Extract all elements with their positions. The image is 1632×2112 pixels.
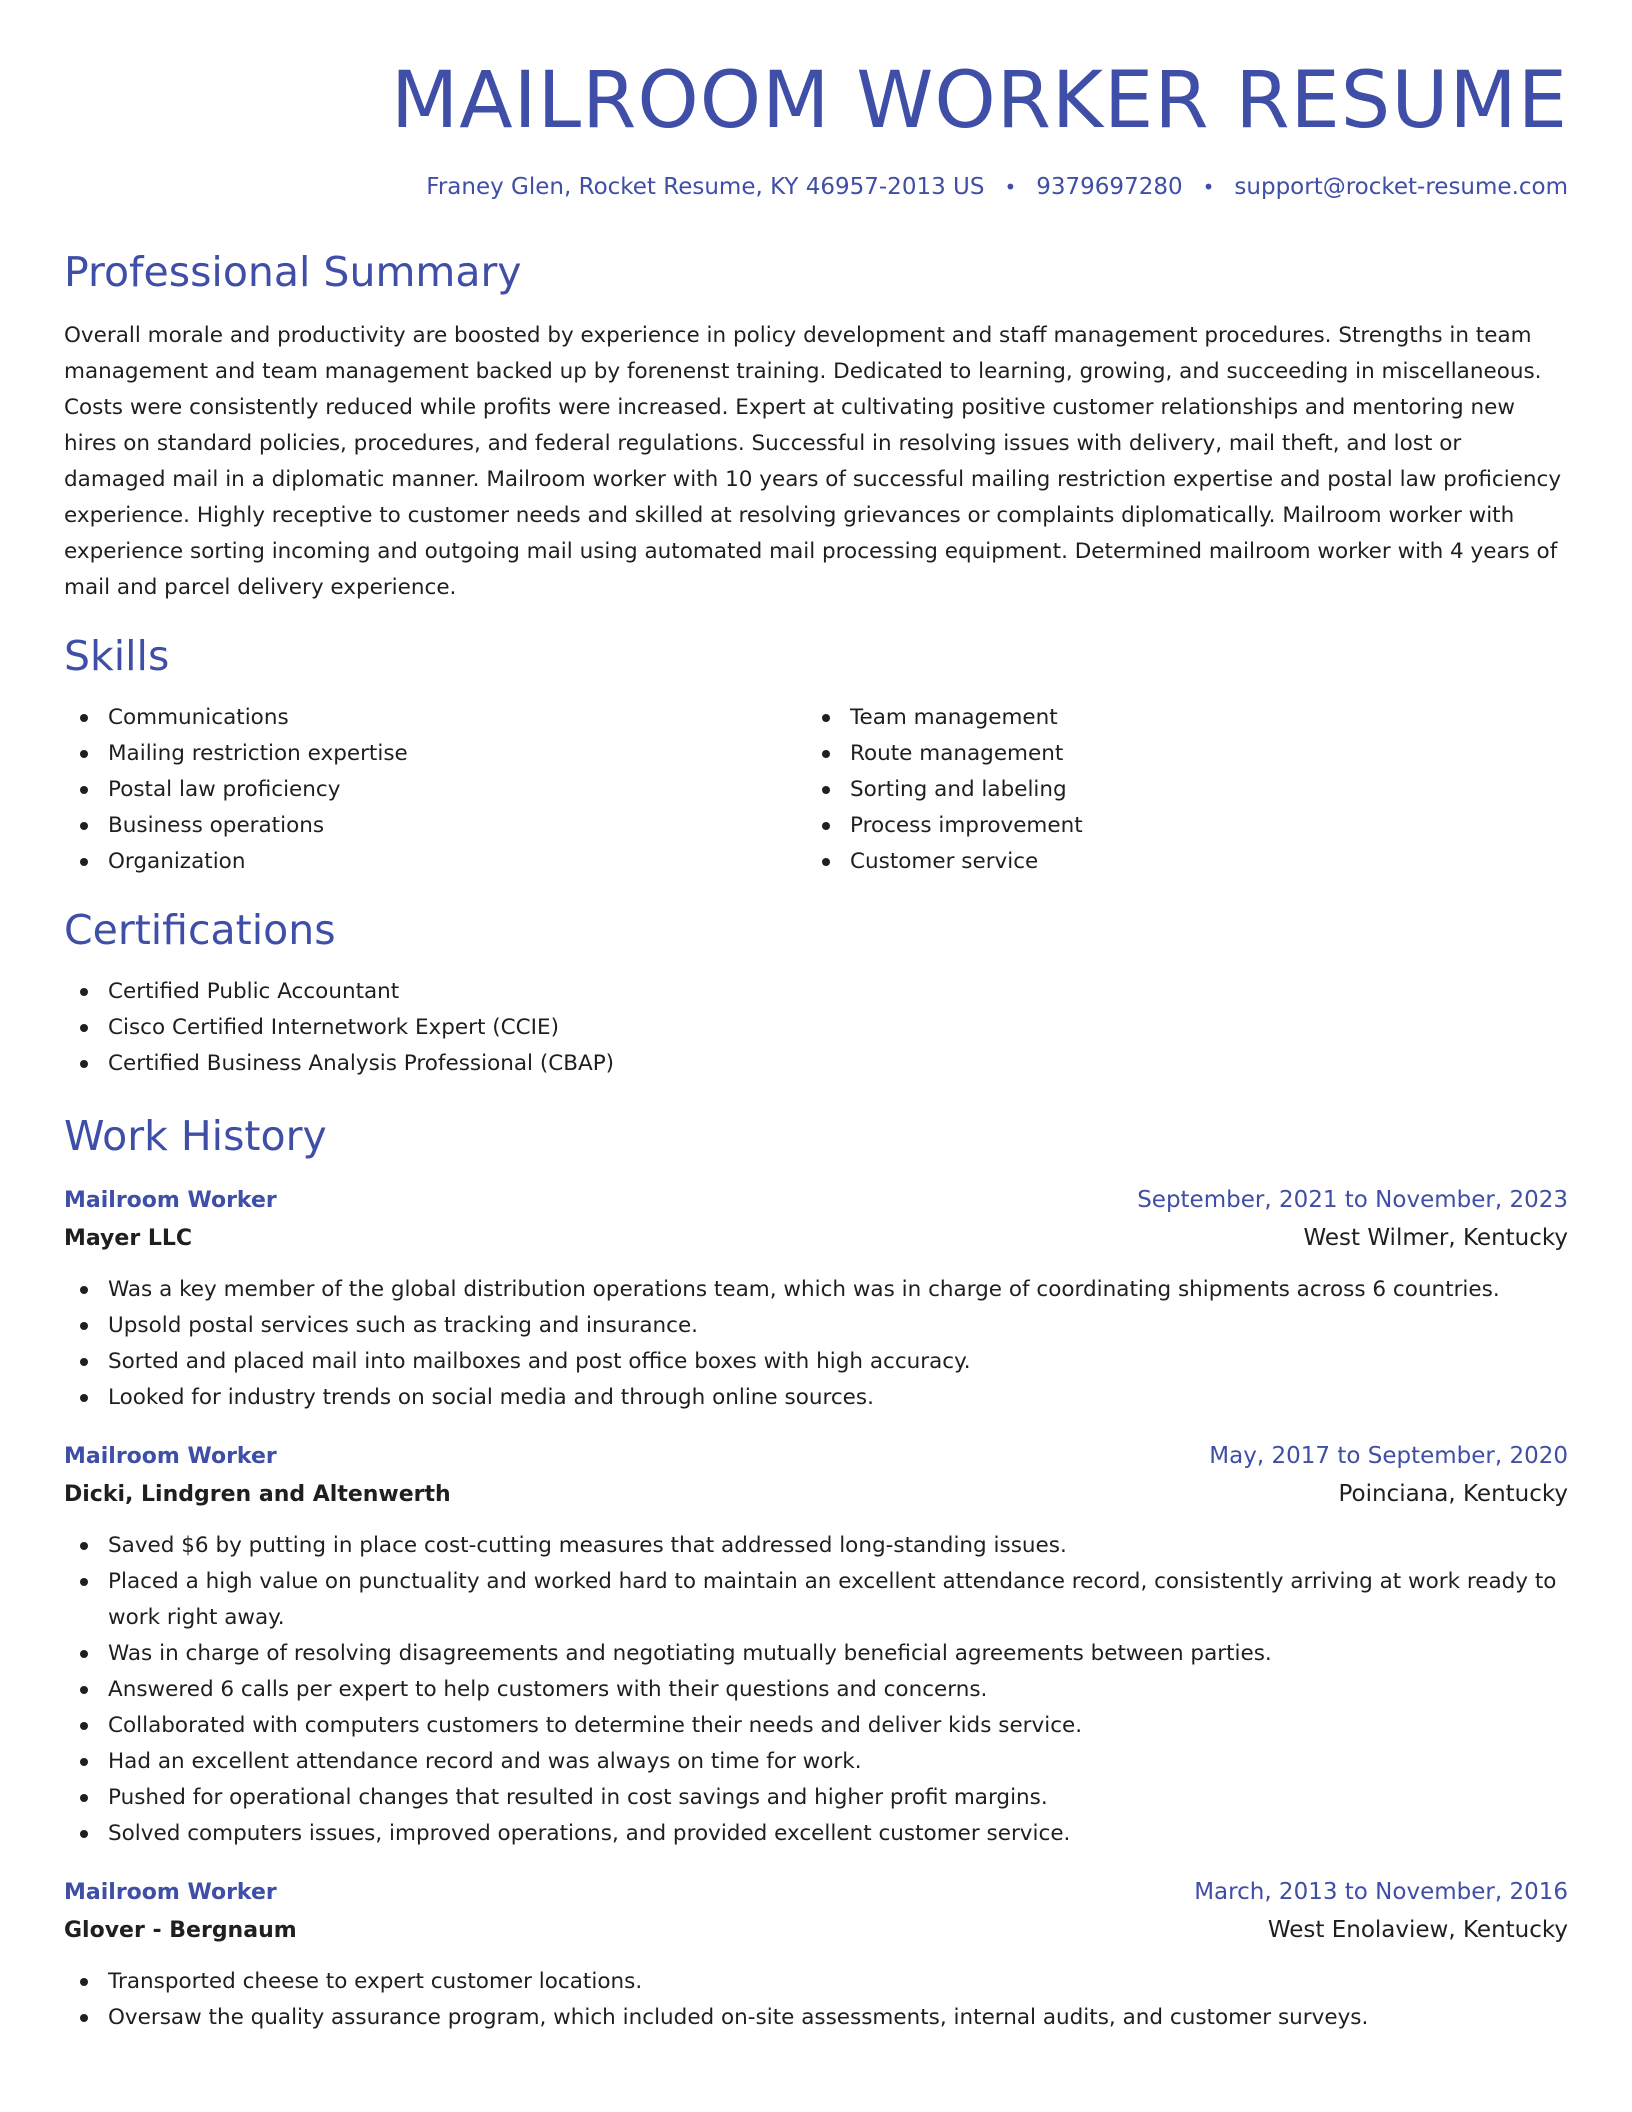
job-entry xyxy=(64,1182,1568,1416)
skills-heading: Skills xyxy=(64,632,170,680)
skills-list-right xyxy=(806,700,1548,880)
contact-line xyxy=(64,170,1568,204)
skill-item: Sorting and labeling xyxy=(806,772,1548,808)
job-location: West Wilmer, Kentucky xyxy=(1303,1225,1568,1251)
work-history-heading: Work History xyxy=(64,1112,327,1160)
job-dates: March, 2013 to November, 2016 xyxy=(1194,1879,1568,1905)
certification-item: Certified Business Analysis Professional (CBAP) xyxy=(64,1046,1568,1082)
job-title: Mailroom Worker xyxy=(64,1880,277,1905)
skill-item: Postal law proficiency xyxy=(64,772,806,808)
contact-separator: • xyxy=(1202,175,1215,199)
work-history-list xyxy=(64,1182,1568,2036)
job-entry xyxy=(64,1438,1568,1852)
summary-text: Overall morale and productivity are boosted by experience in policy development and staff management procedures. Strengths in team management and team management backed up by forenenst training. Dedicated to learning, growing, and succeeding in miscellaneous. Costs were consistently reduced while profits were increased. Expert at cultivating positive customer relationships and mentoring new hires on standard policies, procedures, and federal regulations. Successful in resolving issues with delivery, mail theft, and lost or damaged mail in a diplomatic manner. Mailroom worker with 10 years of successful mailing restriction expertise and postal law proficiency experience. Highly receptive to customer needs and skilled at resolving grievances or complaints diplomatically. Mailroom worker with experience sorting incoming and outgoing mail using automated mail processing equipment. Determined mailroom worker with 4 years of mail and parcel delivery experience. xyxy=(64,323,1562,600)
job-duty: Upsold postal services such as tracking and insurance. xyxy=(64,1308,1568,1344)
skills-columns xyxy=(64,700,1568,880)
job-location: West Enolaview, Kentucky xyxy=(1267,1917,1568,1943)
job-duty: Pushed for operational changes that resulted in cost savings and higher profit margins. xyxy=(64,1780,1568,1816)
summary-heading: Professional Summary xyxy=(64,248,522,296)
skill-item: Route management xyxy=(806,736,1548,772)
skill-item: Organization xyxy=(64,844,806,880)
contact-phone: 9379697280 xyxy=(1036,174,1183,200)
job-duties xyxy=(64,1272,1568,1416)
job-dates: May, 2017 to September, 2020 xyxy=(1209,1443,1568,1469)
contact-separator: • xyxy=(1004,175,1017,199)
skill-item: Mailing restriction expertise xyxy=(64,736,806,772)
skill-item: Customer service xyxy=(806,844,1548,880)
job-duty: Had an excellent attendance record and was always on time for work. xyxy=(64,1744,1568,1780)
job-duty: Solved computers issues, improved operations, and provided excellent customer service. xyxy=(64,1816,1568,1852)
job-duty: Was in charge of resolving disagreements and negotiating mutually beneficial agreements between parties. xyxy=(64,1636,1568,1672)
job-duty: Saved $6 by putting in place cost-cutting measures that addressed long-standing issues. xyxy=(64,1528,1568,1564)
job-duty: Oversaw the quality assurance program, which included on-site assessments, internal audits, and customer surveys. xyxy=(64,2000,1568,2036)
skills-list-left xyxy=(64,700,806,880)
job-title: Mailroom Worker xyxy=(64,1188,277,1213)
job-duty: Answered 6 calls per expert to help customers with their questions and concerns. xyxy=(64,1672,1568,1708)
skill-item: Business operations xyxy=(64,808,806,844)
job-dates: September, 2021 to November, 2023 xyxy=(1137,1187,1568,1213)
skill-item: Communications xyxy=(64,700,806,736)
job-duty: Placed a high value on punctuality and worked hard to maintain an excellent attendance record, consistently arriving at work ready to work right away. xyxy=(64,1564,1568,1636)
job-duty: Sorted and placed mail into mailboxes and post office boxes with high accuracy. xyxy=(64,1344,1568,1380)
job-company: Dicki, Lindgren and Altenwerth xyxy=(64,1482,451,1507)
certifications-heading: Certifications xyxy=(64,906,336,954)
job-duty: Was a key member of the global distribution operations team, which was in charge of coordinating shipments across 6 countries. xyxy=(64,1272,1568,1308)
job-duty: Transported cheese to expert customer locations. xyxy=(64,1964,1568,2000)
job-company: Mayer LLC xyxy=(64,1226,193,1251)
job-title: Mailroom Worker xyxy=(64,1444,277,1469)
job-duties xyxy=(64,1528,1568,1852)
contact-email: support@rocket-resume.com xyxy=(1234,174,1568,200)
job-entry xyxy=(64,1874,1568,2036)
resume-title: MAILROOM WORKER RESUME xyxy=(391,56,1568,146)
job-duty: Collaborated with computers customers to determine their needs and deliver kids service. xyxy=(64,1708,1568,1744)
job-duty: Looked for industry trends on social media and through online sources. xyxy=(64,1380,1568,1416)
contact-address: Franey Glen, Rocket Resume, KY 46957-2013 US xyxy=(426,174,985,200)
skill-item: Team management xyxy=(806,700,1548,736)
certifications-list xyxy=(64,974,1568,1082)
certification-item: Cisco Certified Internetwork Expert (CCIE) xyxy=(64,1010,1568,1046)
job-company: Glover - Bergnaum xyxy=(64,1918,297,1943)
job-location: Poinciana, Kentucky xyxy=(1338,1481,1568,1507)
job-duties xyxy=(64,1964,1568,2036)
certification-item: Certified Public Accountant xyxy=(64,974,1568,1010)
skill-item: Process improvement xyxy=(806,808,1548,844)
